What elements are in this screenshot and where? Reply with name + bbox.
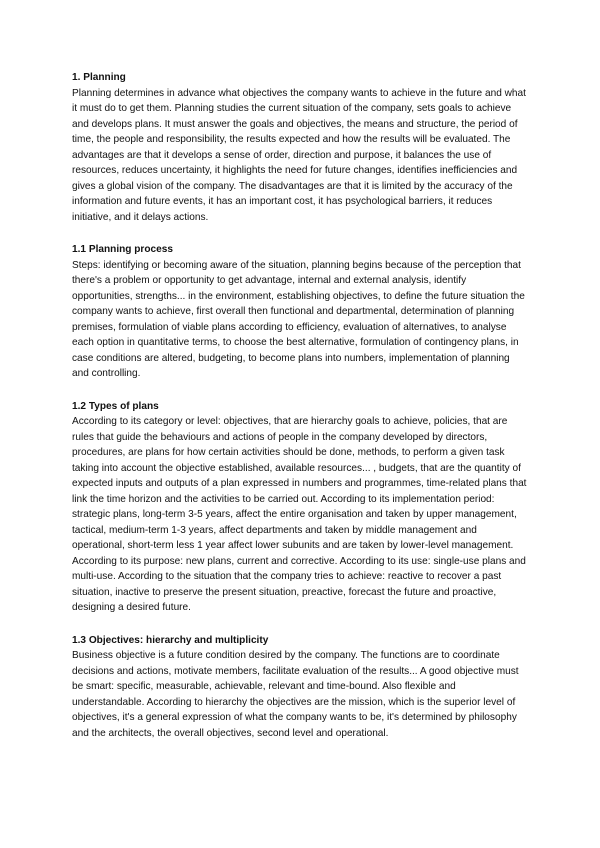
section-body: According to its category or level: objectives, that are hierarchy goals to achieve, policies, that are rules that guide the behaviours and actions of people in the company developed by directors, procedures, are plans for how certain activities should be done, methods, to perform a given task taking into account the objective established, available resources... , budgets, that are the quantity of expected inputs and outputs of a plan expressed in numbers and programmes, time-related plans that link the time horizon and the activities to be carried out. According to its implementation period: strategic plans, long-term 3-5 years, affect the entire organisation and taken by upper management, tactical, medium-term 1-3 years, affect departments and taken by middle management and operational, short-term less 1 year affect lower subunits and are taken by lower-level management. According to its purpose: new plans, current and corrective. According to its use: single-use plans and multi-use. According to the situation that the company tries to achieve: reactive to recover a past situation, inactive to preserve the present situation, preactive, forecast the future and proactive, designing a desired future. xyxy=(72,416,527,613)
section-heading: 1.1 Planning process xyxy=(72,244,173,255)
section-heading: 1.3 Objectives: hierarchy and multiplicity xyxy=(72,634,269,646)
section-body: Business objective is a future condition desired by the company. The functions are to coordinate decisions and actions, motivate members, facilitate evaluation of the results... A good objective must be smart: specific, measurable, achievable, relevant and time-bound. Also flexible and understandable. According to hierarchy the objectives are the mission, which is the superior level of objectives, it's a general expression of what the company wants to be, it's determined by philosophy and the architects, the overall objectives, second level and operational. xyxy=(72,650,519,739)
section-objectives xyxy=(72,633,528,742)
section-planning-process xyxy=(72,242,528,382)
section-types-of-plans xyxy=(72,399,528,616)
section-body: Steps: identifying or becoming aware of the situation, planning begins because of the perception that there's a problem or opportunity to get advantage, internal and external analysis, identify opportunities, strengths... in the environment, establishing objectives, to define the future situation the company wants to achieve, first overall then functional and departmental, determination of planning premises, formulation of viable plans according to efficiency, evaluation of alternatives, to analyse each option in quantitative terms, to choose the best alternative, formulation of contingency plans, in case conditions are altered, budgeting, to become plans into numbers, implementation of planning and controlling. xyxy=(72,259,525,379)
section-planning xyxy=(72,70,528,225)
section-heading: 1. Planning xyxy=(72,72,126,83)
section-heading: 1.2 Types of plans xyxy=(72,400,159,412)
document-page xyxy=(72,70,528,758)
section-body: Planning determines in advance what objectives the company wants to achieve in the future and what it must do to get them. Planning studies the current situation of the company, sets goals to achieve and develops plans. It must answer the goals and objectives, the means and structure, the period of time, the people and responsibility, the results expected and how the results will be evaluated. The advantages are that it develops a sense of order, direction and purpose, it balances the use of resources, reduces uncertainty, it highlights the need for future changes, identifies inefficiencies and gives a global vision of the company. The disadvantages are that it is limited by the accuracy of the information and future events, it has an important cost, it has psychological barriers, it reduces initiative, and it delays actions. xyxy=(72,87,526,223)
